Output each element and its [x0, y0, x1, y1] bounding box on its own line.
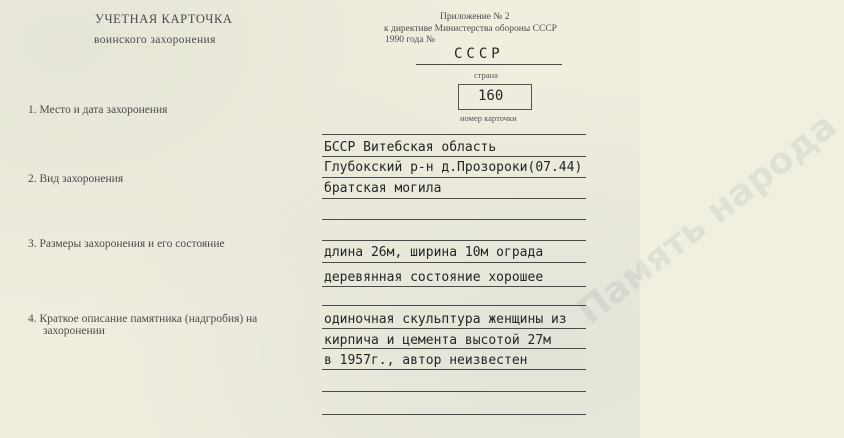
section-2-label: 2. Вид захоронения — [28, 173, 124, 185]
monument-line-3: в 1957г., автор неизвестен — [324, 353, 528, 368]
country-label: страна — [474, 70, 498, 80]
country-underline — [416, 64, 562, 65]
form-line — [322, 240, 586, 241]
section-4-label-cont: захоронении — [43, 325, 105, 337]
section-3-label: 3. Размеры захоронения и его состояние — [28, 238, 225, 250]
country-value: СССР — [454, 46, 504, 62]
form-line — [322, 177, 586, 178]
appendix-number: Приложение № 2 — [440, 12, 510, 22]
form-line — [322, 348, 586, 349]
appendix-directive: к директиве Министерства обороны СССР — [384, 24, 557, 34]
card-subtitle: воинского захоронения — [94, 34, 216, 46]
form-line — [322, 134, 586, 135]
form-line — [322, 369, 586, 370]
burial-type: братская могила — [324, 181, 442, 196]
watermark: Память народа — [570, 105, 844, 333]
section-1-label: 1. Место и дата захоронения — [28, 104, 168, 116]
burial-place-line-1: БССР Витебская область — [324, 140, 497, 155]
form-line — [322, 391, 586, 392]
burial-size-line-1: длина 26м, ширина 10м ограда — [324, 245, 544, 260]
burial-place-line-2: Глубокский р-н д.Прозороки(07.44) — [324, 160, 583, 175]
appendix-year: 1990 года № — [385, 35, 436, 45]
form-line — [322, 305, 586, 306]
section-4-label: 4. Краткое описание памятника (надгробия) на — [28, 313, 258, 325]
form-line — [322, 286, 586, 287]
card-number-label: номер карточки — [460, 113, 517, 123]
form-line — [322, 198, 586, 199]
card-title: УЧЕТНАЯ КАРТОЧКА — [95, 12, 233, 26]
burial-size-line-2: деревянная состояние хорошее — [324, 270, 544, 285]
monument-line-2: кирпича и цемента высотой 27м — [324, 333, 551, 348]
monument-line-1: одиночная скульптура женщины из — [324, 312, 567, 327]
form-line — [322, 156, 586, 157]
form-line — [322, 414, 586, 415]
form-line — [322, 262, 586, 263]
card-number-value: 160 — [478, 88, 504, 104]
form-line — [322, 219, 586, 220]
form-line — [322, 328, 586, 329]
